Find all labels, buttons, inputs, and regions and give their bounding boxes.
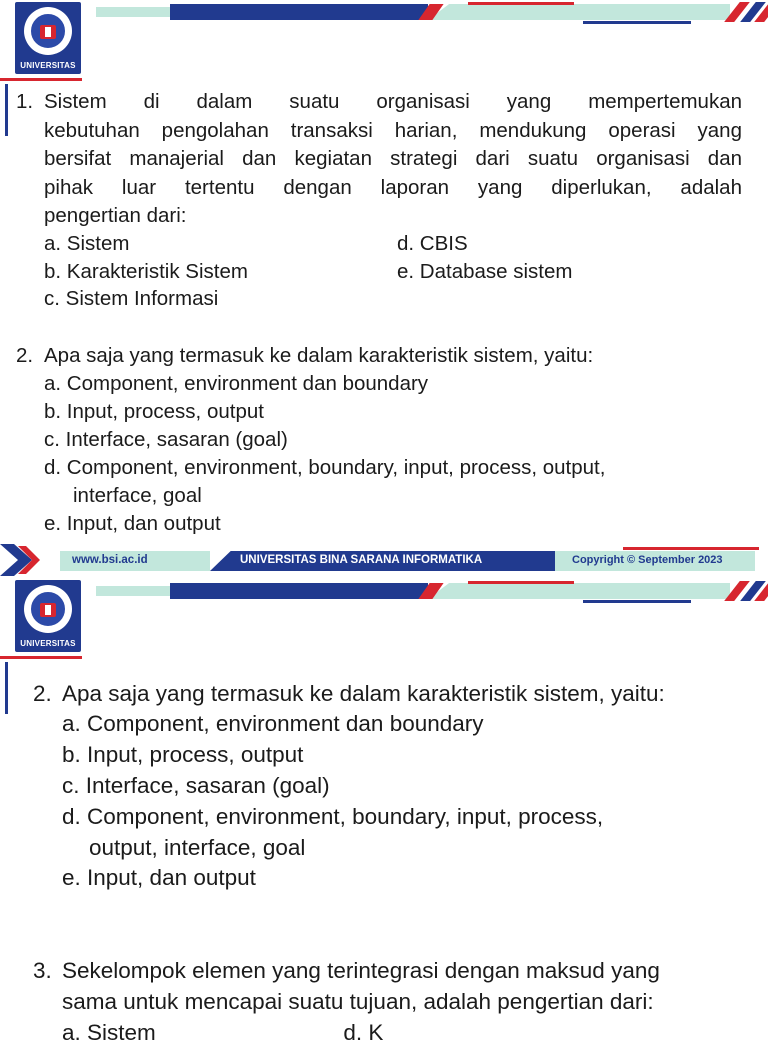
- option-b: b. Input, process, output: [44, 400, 264, 423]
- option-d-continued: output, interface, goal: [89, 835, 306, 860]
- option-b: b. Karakteristik Sistem: [44, 259, 248, 283]
- option-e: e. Input, dan output: [44, 512, 221, 535]
- header-decor: [428, 583, 730, 599]
- option-a: a. Component, environment dan boundary: [62, 711, 484, 736]
- question-1-line: Sistem di dalam suatu organisasi yang mempertemukan: [44, 90, 742, 113]
- logo-seal-icon: [24, 7, 72, 55]
- header-decor: [468, 2, 574, 5]
- question-3-line: Sekelompok elemen yang terintegrasi dengan maksud yang: [62, 958, 660, 983]
- university-logo: [15, 580, 81, 652]
- chevron-decor-icon: [0, 542, 46, 578]
- logo-label: UNIVERSITAS: [20, 61, 76, 70]
- option-a: a. Sistem: [44, 232, 130, 255]
- question-2-text: Apa saja yang termasuk ke dalam karakteristik sistem, yaitu:: [62, 681, 665, 706]
- option-e: e. Input, dan output: [62, 865, 256, 890]
- header-decor: [96, 586, 170, 596]
- question-1-line: pihak luar tertentu dengan laporan yang diperlukan, adalah: [44, 175, 742, 199]
- divider: [5, 84, 8, 136]
- university-logo: [15, 2, 81, 74]
- header-decor: [428, 4, 730, 20]
- header-decor: [170, 4, 428, 20]
- header-decor: [170, 583, 428, 599]
- question-1-line: pengertian dari:: [44, 204, 187, 228]
- header-band: [0, 579, 768, 607]
- option-d: d. Component, environment, boundary, input, process,: [62, 804, 604, 829]
- option-d-continued: interface, goal: [73, 484, 202, 507]
- question-1-line: kebutuhan pengolahan transaksi harian, mendukung operasi yang: [44, 118, 742, 142]
- option-e: e. Database sistem: [397, 259, 573, 283]
- option-b: b. Input, process, output: [62, 742, 304, 767]
- option-c: c. Sistem Informasi: [44, 287, 219, 310]
- question-2-text: Apa saja yang termasuk ke dalam karakteristik sistem, yaitu:: [44, 344, 594, 367]
- logo-label: UNIVERSITAS: [20, 639, 76, 648]
- slide-footer: [0, 542, 768, 578]
- question-3-number: 3.: [33, 958, 52, 983]
- option-a: a. Component, environment dan boundary: [44, 372, 429, 395]
- footer-university-name: UNIVERSITAS BINA SARANA INFORMATIKA: [240, 554, 483, 566]
- option-d: d. CBIS: [397, 232, 468, 255]
- divider: [5, 662, 8, 714]
- footer-copyright: Copyright © September 2023: [572, 554, 723, 566]
- option-d: d. Component, environment, boundary, input, process, output,: [44, 456, 606, 479]
- option-c: c. Interface, sasaran (goal): [44, 428, 288, 451]
- question-3-line: sama untuk mencapai suatu tujuan, adalah pengertian dari:: [62, 989, 654, 1014]
- logo-seal-icon: [24, 585, 72, 633]
- divider: [0, 78, 82, 81]
- question-2-number: 2.: [16, 344, 34, 367]
- header-band: [0, 0, 768, 28]
- divider: [0, 656, 82, 659]
- option-c: c. Interface, sasaran (goal): [62, 773, 330, 798]
- question-2-number: 2.: [33, 681, 52, 706]
- header-decor: [583, 600, 691, 603]
- question-1-number: 1.: [16, 90, 34, 113]
- footer-url[interactable]: www.bsi.ac.id: [72, 554, 148, 566]
- question-1-line: bersifat manajerial dan kegiatan strategi dari suatu organisasi dan: [44, 147, 742, 171]
- header-decor: [96, 7, 170, 17]
- header-decor: [583, 21, 691, 24]
- question-3-options-partial: a. Sistem d. K: [62, 1020, 384, 1045]
- header-decor: [468, 581, 574, 584]
